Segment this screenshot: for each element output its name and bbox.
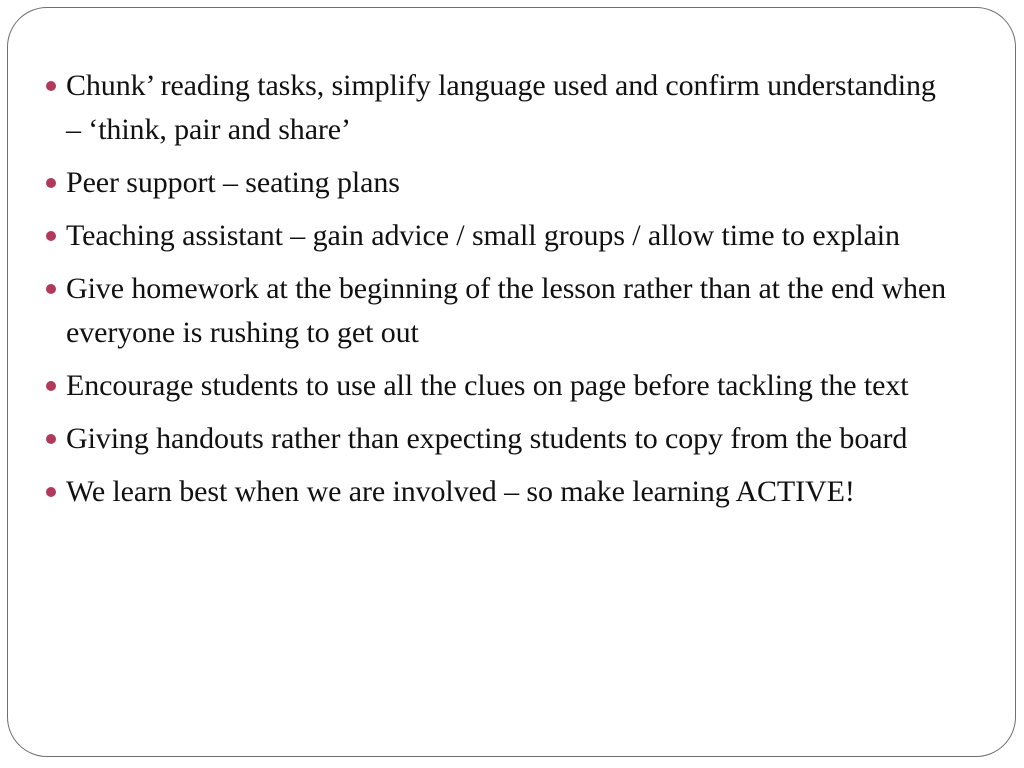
bullet-text: We learn best when we are involved – so make learning ACTIVE! (66, 475, 855, 508)
bullet-text: Giving handouts rather than expecting students to copy from the board (66, 422, 908, 455)
bullet-dot-icon (46, 81, 56, 91)
slide-frame (7, 7, 1016, 757)
bullet-item (8, 161, 956, 205)
bullet-text: Encourage students to use all the clues on page before tackling the text (66, 369, 909, 402)
bullet-text: Teaching assistant – gain advice / small groups / allow time to explain (66, 219, 900, 252)
bullet-item (8, 267, 956, 355)
bullet-dot-icon (46, 434, 56, 444)
bullet-text: Peer support – seating plans (66, 166, 400, 199)
bullet-text: Give homework at the beginning of the lesson rather than at the end when everyone is rushing to get out (66, 272, 947, 349)
bullet-list (8, 64, 1008, 523)
bullet-item (8, 364, 956, 408)
bullet-dot-icon (46, 178, 56, 188)
bullet-item (8, 470, 956, 514)
bullet-item (8, 214, 956, 258)
bullet-dot-icon (46, 231, 56, 241)
bullet-dot-icon (46, 381, 56, 391)
bullet-dot-icon (46, 487, 56, 497)
bullet-text: Chunk’ reading tasks, simplify language used and confirm understanding – ‘think, pair and share’ (66, 69, 936, 146)
bullet-item (8, 417, 956, 461)
bullet-item (8, 64, 956, 152)
bullet-dot-icon (46, 284, 56, 294)
